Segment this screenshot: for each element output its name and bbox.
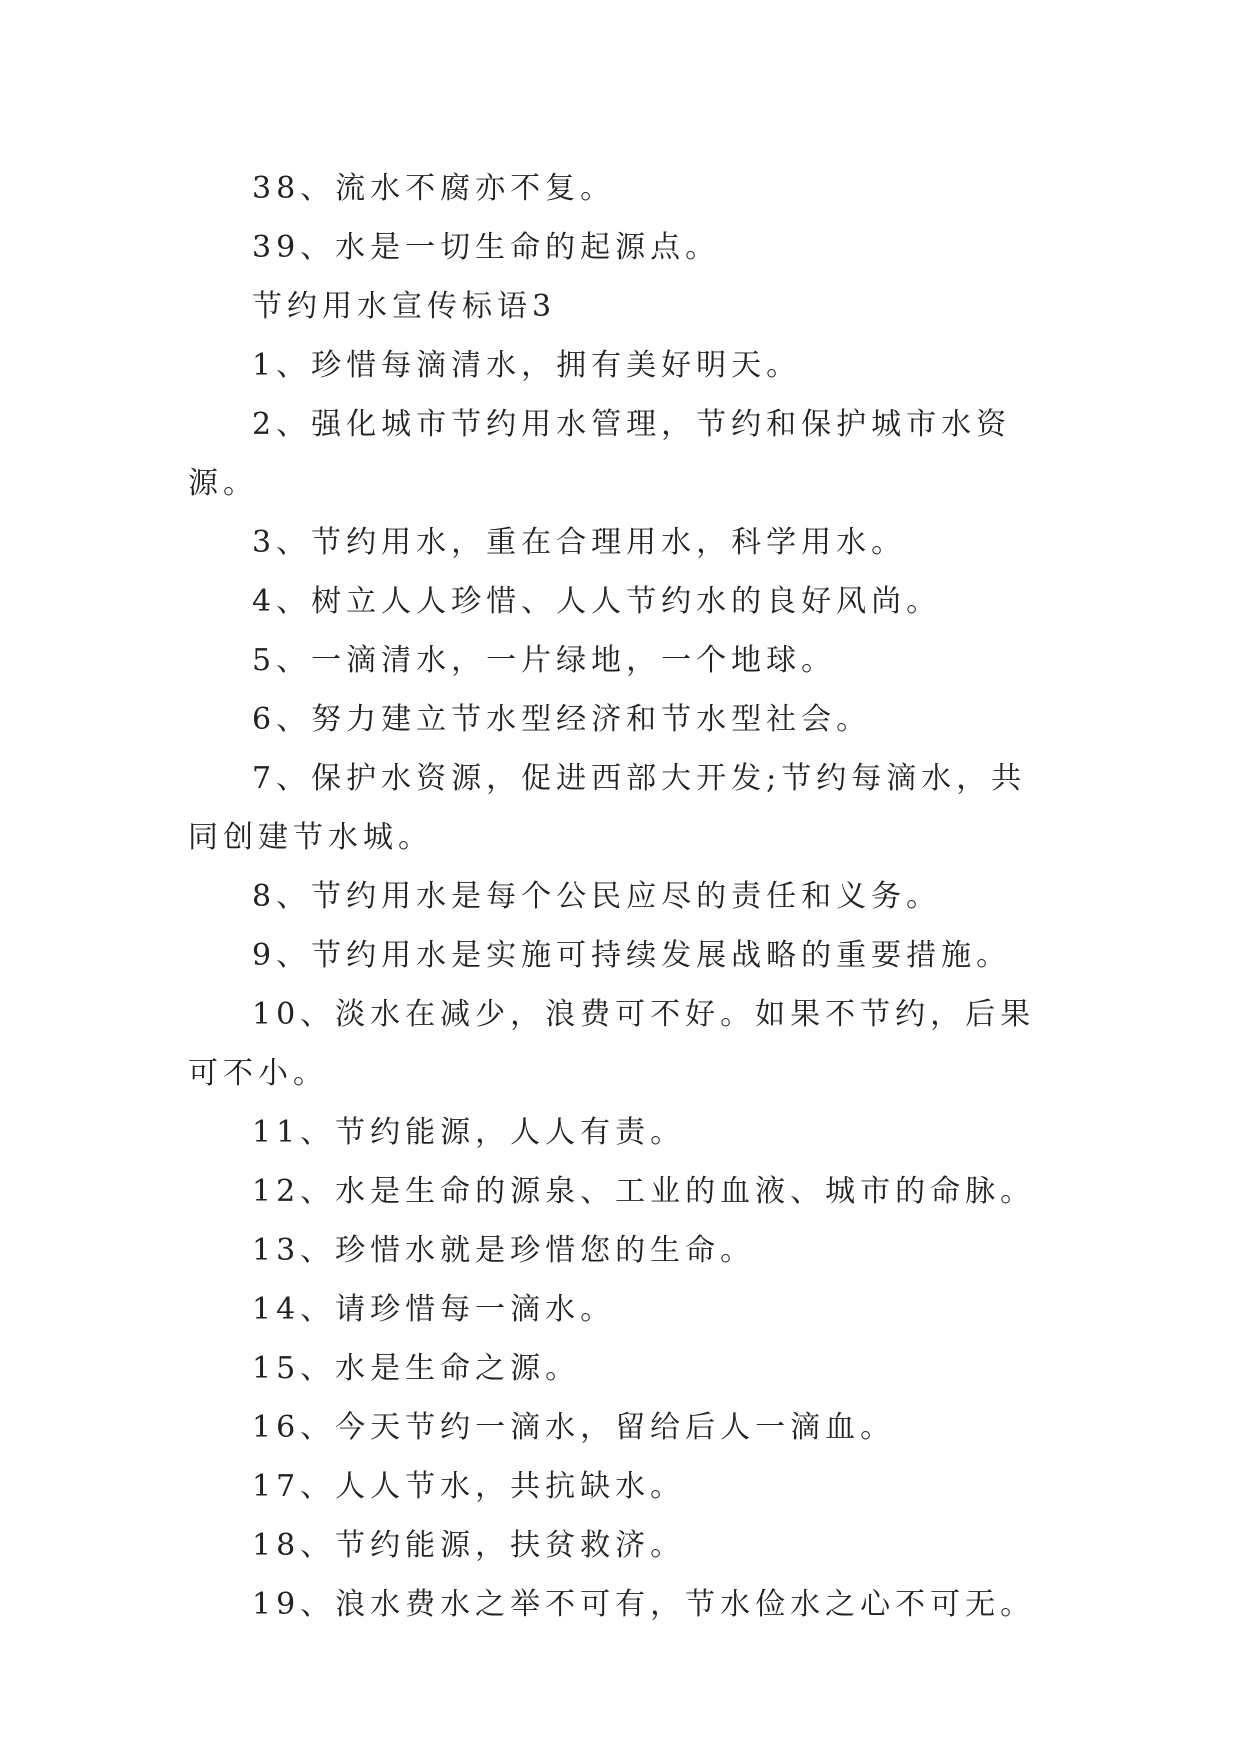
slogan-paragraph: 12、水是生命的源泉、工业的血液、城市的命脉。 [252,1174,1036,1209]
slogan-paragraph: 1、珍惜每滴清水，拥有美好明天。 [252,348,802,383]
slogan-paragraph: 17、人人节水，共抗缺水。 [252,1469,686,1504]
slogan-paragraph: 16、今天节约一滴水，留给后人一滴血。 [252,1410,896,1445]
slogan-paragraph: 5、一滴清水，一片绿地，一个地球。 [252,643,837,678]
section-heading: 节约用水宣传标语3 [252,289,557,324]
slogan-paragraph: 9、节约用水是实施可持续发展战略的重要措施。 [252,938,1012,973]
slogan-paragraph: 14、请珍惜每一滴水。 [252,1292,616,1327]
slogan-paragraph: 38、流水不腐亦不复。 [252,171,616,206]
slogan-paragraph: 19、浪水费水之举不可有，节水俭水之心不可无。 [252,1587,1036,1622]
slogan-paragraph: 3、节约用水，重在合理用水，科学用水。 [252,525,907,560]
document-body [188,159,1048,1634]
slogan-paragraph: 13、珍惜水就是珍惜您的生命。 [252,1233,756,1268]
slogan-paragraph: 7、保护水资源，促进西部大开发;节约每滴水，共同创建节水城。 [188,761,1027,855]
slogan-paragraph: 4、树立人人珍惜、人人节约水的良好风尚。 [252,584,942,619]
slogan-paragraph: 18、节约能源，扶贫救济。 [252,1528,686,1563]
slogan-paragraph: 15、水是生命之源。 [252,1351,581,1386]
slogan-paragraph: 39、水是一切生命的起源点。 [252,230,721,265]
slogan-paragraph: 11、节约能源，人人有责。 [252,1115,686,1150]
slogan-paragraph: 2、强化城市节约用水管理，节约和保护城市水资源。 [188,407,1012,501]
slogan-paragraph: 8、节约用水是每个公民应尽的责任和义务。 [252,879,942,914]
slogan-paragraph: 10、淡水在减少，浪费可不好。如果不节约，后果可不小。 [188,997,1036,1091]
slogan-paragraph: 6、努力建立节水型经济和节水型社会。 [252,702,872,737]
